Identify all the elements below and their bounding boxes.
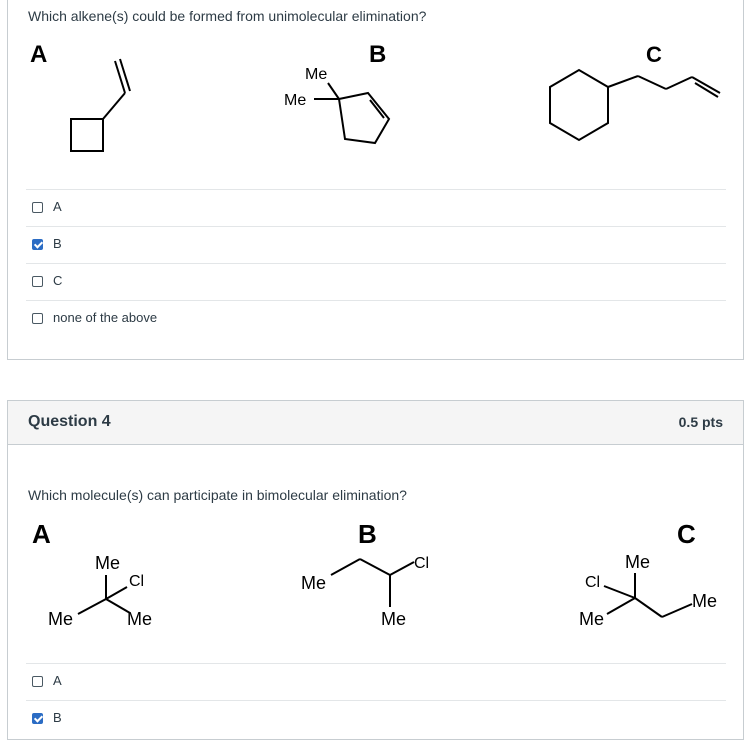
b-me-bottom-label: Me [381, 609, 407, 629]
question-3-prompt: Which alkene(s) could be formed from unimolecular elimination? [28, 8, 427, 24]
answer-label-a: A [53, 673, 62, 688]
c-me-top-label: Me [625, 552, 651, 572]
a-me-left-label: Me [48, 609, 74, 629]
question-title: Question 4 [28, 413, 111, 430]
structure-label-b: B [358, 519, 377, 549]
b-cl-label: Cl [414, 555, 430, 572]
b-me-left-label: Me [284, 92, 307, 109]
structure-label-a: A [30, 41, 48, 68]
answer-option-a[interactable] [26, 189, 726, 227]
structure-label-a: A [32, 519, 51, 549]
question-3-structures [8, 29, 745, 169]
question-points: 0.5 pts [678, 414, 723, 430]
molecule-a-vinylcyclobutane [71, 59, 130, 151]
question-3-card [7, 0, 744, 360]
checkbox-a[interactable] [32, 676, 43, 687]
answer-label-b: B [53, 710, 62, 725]
structure-label-c: C [646, 42, 662, 67]
structure-label-b: B [369, 41, 387, 68]
a-cl-label: Cl [129, 573, 145, 590]
a-me-right-label: Me [127, 609, 153, 629]
answer-option-none[interactable] [26, 300, 726, 338]
checkbox-a[interactable] [32, 202, 43, 213]
answer-option-c[interactable] [26, 263, 726, 301]
structure-label-c: C [677, 519, 696, 549]
answer-label-b: B [53, 236, 62, 251]
checkbox-b-checked[interactable] [32, 713, 43, 724]
answer-label-a: A [53, 199, 62, 214]
molecule-c-allylcyclohexane [550, 70, 720, 140]
checkbox-c[interactable] [32, 276, 43, 287]
question-4-card [7, 400, 744, 740]
a-me-top-label: Me [95, 553, 121, 573]
checkbox-b-checked[interactable] [32, 239, 43, 250]
c-me-left-label: Me [579, 609, 605, 629]
checkbox-none[interactable] [32, 313, 43, 324]
answer-label-none: none of the above [53, 310, 158, 325]
answer-label-c: C [53, 273, 63, 288]
molecule-b-secondary-halide [331, 559, 414, 607]
molecule-a-tertiary-halide [78, 575, 130, 614]
question-header [8, 401, 743, 445]
answer-option-a[interactable] [26, 663, 726, 701]
b-me-left-label: Me [301, 573, 327, 593]
c-cl-label: Cl [585, 574, 601, 591]
molecule-b-cyclopentene [314, 83, 389, 143]
question-4-prompt: Which molecule(s) can participate in bimolecular elimination? [28, 487, 407, 503]
molecule-c-tertiary-halide [604, 573, 692, 617]
c-me-right-label: Me [692, 591, 718, 611]
b-me-top-label: Me [305, 66, 328, 83]
answer-option-b[interactable] [26, 226, 726, 264]
question-4-structures [8, 511, 745, 651]
answer-option-b[interactable] [26, 700, 726, 738]
